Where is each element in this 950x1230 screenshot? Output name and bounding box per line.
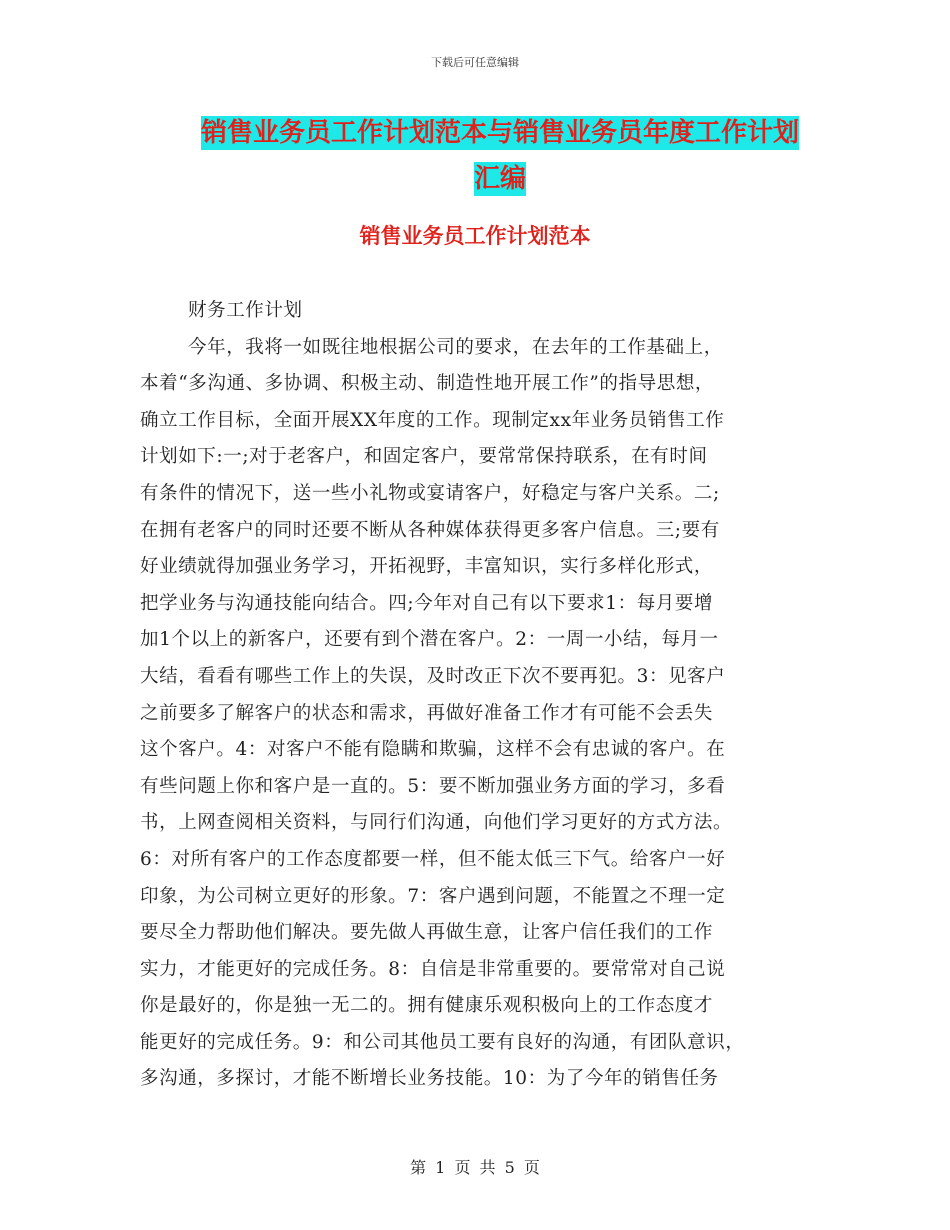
body-line: 确立工作目标，全面开展XX年度的工作。现制定xx年业务员销售工作 — [140, 409, 725, 431]
body-line: 你是最好的，你是独一无二的。拥有健康乐观积极向上的工作态度才 — [140, 995, 714, 1017]
body-line: 本着“多沟通、多协调、积极主动、制造性地开展工作”的指导思想， — [140, 373, 715, 395]
page-footer: 第 1 页 共 5 页 — [410, 1158, 540, 1177]
body-line: 有些问题上你和客户是一直的。5：要不断加强业务方面的学习，多看 — [140, 775, 726, 797]
body-line: 今年，我将一如既往地根据公司的要求，在去年的工作基础上， — [188, 336, 723, 358]
body-line: 计划如下:一;对于老客户，和固定客户，要常常保持联系，在有时间 — [140, 446, 708, 468]
body-text — [140, 293, 810, 1098]
paragraph-heading: 财务工作计划 — [188, 300, 303, 321]
body-line: 把学业务与沟通技能向结合。四;今年对自己有以下要求1：每月要增 — [140, 592, 714, 614]
body-line: 书，上网查阅相关资料，与同行们沟通，向他们学习更好的方式方法。 — [140, 812, 733, 834]
body-line: 多沟通，多探讨，才能不断增长业务技能。10：为了今年的销售任务 — [140, 1068, 719, 1090]
body-line: 这个客户。4：对客户不能有隐瞒和欺骗，这样不会有忠诚的客户。在 — [140, 739, 726, 761]
body-line: 实力，才能更好的完成任务。8：自信是非常重要的。要常常对自己说 — [140, 958, 726, 980]
body-line: 能更好的完成任务。9：和公司其他员工要有良好的沟通，有团队意识， — [140, 1031, 745, 1053]
body-line: 好业绩就得加强业务学习，开拓视野，丰富知识，实行多样化形式， — [140, 556, 714, 578]
body-line: 在拥有老客户的同时还要不断从各种媒体获得更多客户信息。三;要有 — [140, 519, 720, 541]
body-line: 之前要多了解客户的状态和需求，再做好准备工作才有可能不会丢失 — [140, 702, 714, 724]
body-line: 要尽全力帮助他们解决。要先做人再做生意，让客户信任我们的工作 — [140, 922, 714, 944]
document-title — [140, 110, 860, 202]
body-line: 印象，为公司树立更好的形象。7：客户遇到问题，不能置之不理一定 — [140, 885, 726, 907]
section-title: 销售业务员工作计划范本 — [359, 224, 591, 248]
body-line: 有条件的情况下，送一些小礼物或宴请客户，好稳定与客户关系。二; — [140, 482, 720, 504]
header-note: 下载后可任意编辑 — [431, 56, 519, 69]
title-line-2: 汇编 — [473, 164, 526, 194]
body-line: 加1个以上的新客户，还要有到个潜在客户。2：一周一小结，每月一 — [140, 629, 719, 651]
title-line-1: 销售业务员工作计划范本与销售业务员年度工作计划 — [200, 118, 799, 148]
body-line: 6：对所有客户的工作态度都要一样，但不能太低三下气。给客户一好 — [140, 848, 726, 870]
body-line: 大结，看看有哪些工作上的失误，及时改正下次不要再犯。3：见客户 — [140, 665, 726, 687]
